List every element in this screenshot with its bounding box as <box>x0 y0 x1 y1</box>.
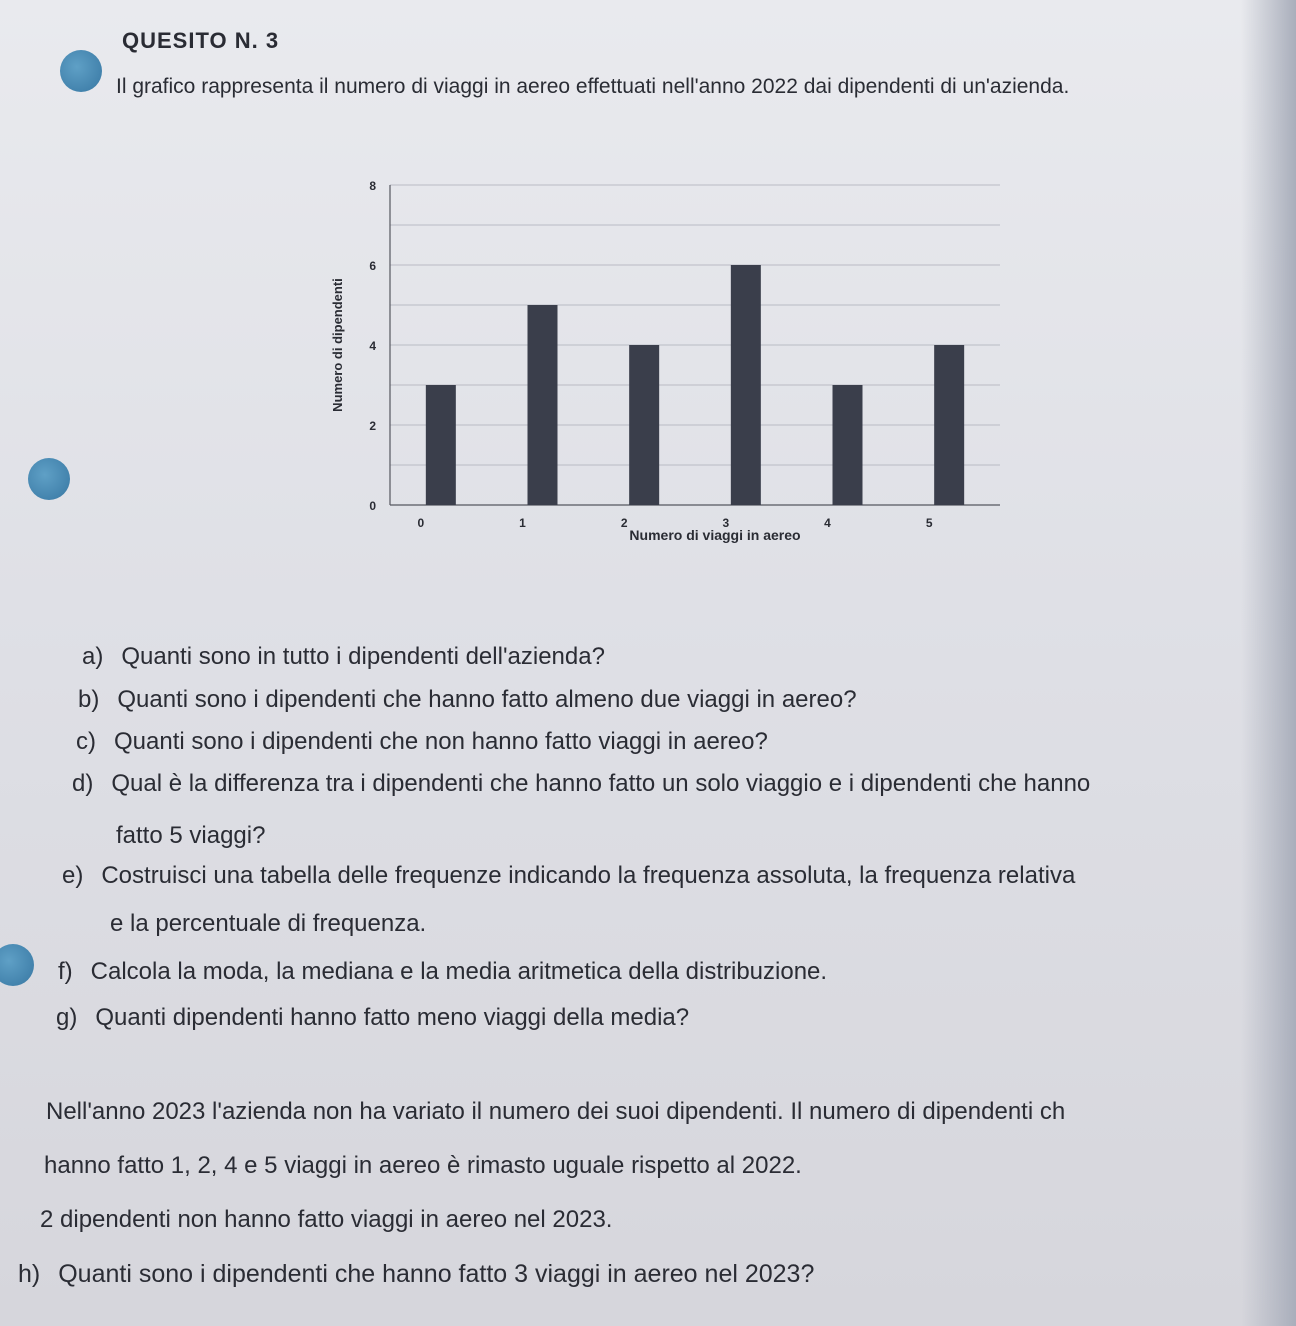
y-tick-label: 2 <box>369 419 376 433</box>
question-label: a) <box>82 643 104 670</box>
question-text: Calcola la moda, la mediana e la media aritmetica della distribuzione. <box>90 958 828 985</box>
question-f <box>58 958 827 986</box>
x-tick-label: 4 <box>824 516 831 530</box>
question-label: f) <box>58 958 73 985</box>
question-label: e) <box>62 862 84 889</box>
bar <box>528 305 558 505</box>
x-tick-label: 5 <box>925 516 933 530</box>
page-title: QUESITO N. 3 <box>122 28 280 53</box>
question-g <box>56 1004 689 1032</box>
question-text: Qual è la differenza tra i dipendenti che hanno fatto un solo viaggio e i dipendenti che hanno <box>111 770 1091 797</box>
question-label: b) <box>78 686 100 713</box>
question-label: c) <box>76 728 96 755</box>
bar <box>934 345 964 505</box>
y-axis-label: Numero di dipendenti <box>330 278 345 412</box>
x-tick-label: 0 <box>417 516 425 530</box>
x-tick-label: 3 <box>722 516 730 530</box>
x-axis-label: Numero di viaggi in aereo <box>629 527 801 543</box>
page-edge-shadow <box>1241 0 1296 1326</box>
y-tick-label: 4 <box>369 339 376 353</box>
question-d <box>72 770 1090 798</box>
question-text: Quanti sono in tutto i dipendenti dell'azienda? <box>121 643 605 670</box>
question-b <box>78 686 857 714</box>
paragraph-line: hanno fatto 1, 2, 4 e 5 viaggi in aereo è rimasto uguale rispetto al 2022. <box>44 1152 802 1179</box>
y-tick-label: 0 <box>369 499 376 513</box>
x-tick-label: 1 <box>519 516 526 530</box>
question-text: Quanti sono i dipendenti che hanno fatto 3 viaggi in aereo nel 2023? <box>58 1260 815 1288</box>
question-c <box>76 728 768 756</box>
question-label: g) <box>56 1004 78 1031</box>
question-text: Quanti dipendenti hanno fatto meno viaggi della media? <box>95 1004 690 1031</box>
paragraph-line: 2 dipendenti non hanno fatto viaggi in aereo nel 2023. <box>40 1206 613 1233</box>
bar <box>629 345 659 505</box>
question-e <box>62 862 1075 890</box>
y-tick-label: 8 <box>369 179 376 193</box>
question-text: Quanti sono i dipendenti che hanno fatto almeno due viaggi in aereo? <box>117 686 857 713</box>
question-text: Costruisci una tabella delle frequenze indicando la frequenza assoluta, la frequenza relativa <box>101 862 1076 889</box>
bar <box>833 385 863 505</box>
bar <box>731 265 761 505</box>
question-text: Quanti sono i dipendenti che non hanno fatto viaggi in aereo? <box>114 728 768 755</box>
question-label: d) <box>72 770 94 797</box>
punch-hole <box>28 458 70 500</box>
x-tick-label: 2 <box>620 516 628 530</box>
intro-text: Il grafico rappresenta il numero di viaggi in aereo effettuati nell'anno 2022 dai dipendenti di un'azienda. <box>116 75 1070 98</box>
punch-hole <box>60 50 102 92</box>
y-tick-label: 6 <box>369 259 376 273</box>
question-d-continuation: fatto 5 viaggi? <box>116 822 266 849</box>
paragraph-line: Nell'anno 2023 l'azienda non ha variato il numero dei suoi dipendenti. Il numero di dipendenti ch <box>46 1098 1066 1125</box>
question-label: h) <box>18 1260 41 1288</box>
question-h <box>18 1260 814 1289</box>
bar-chart <box>300 160 1020 560</box>
question-a <box>82 643 605 671</box>
punch-hole <box>0 944 34 986</box>
question-e-continuation: e la percentuale di frequenza. <box>110 910 427 937</box>
bar <box>426 385 456 505</box>
